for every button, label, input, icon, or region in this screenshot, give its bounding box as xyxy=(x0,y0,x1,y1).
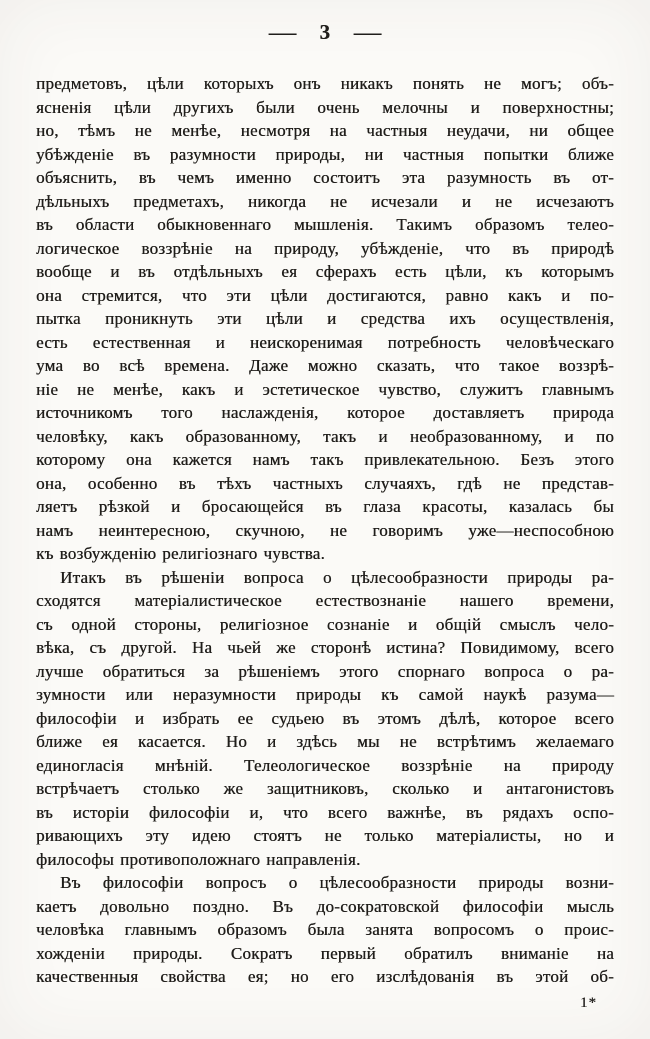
text-line: каетъ довольно поздно. Въ до-сократовской философіи мысль xyxy=(36,896,614,916)
text-line: убѣжденіе въ разумности природы, ни частныя попытки ближе xyxy=(36,144,614,164)
signature-mark: 1* xyxy=(580,995,597,1011)
text-line: ніе не менѣе, какъ и эстетическое чувство, служитъ главнымъ xyxy=(36,379,614,399)
page-text xyxy=(36,72,614,989)
text-line: логическое воззрѣніе на природу, убѣжденіе, что въ природѣ xyxy=(36,238,614,258)
text-line: есть естественная и неискоренимая потребность человѣческаго xyxy=(36,332,614,352)
text-line: качественныя свойства ея; но его изслѣдованія въ этой об- xyxy=(36,967,614,986)
text-line: сходятся матеріалистическое естествознаніе нашего времени, xyxy=(36,591,614,610)
text-line: ближе ея касается. Но и здѣсь мы не встрѣтимъ желаемаго xyxy=(36,732,614,751)
text-line: съ одной стороны, религіозное сознаніе и общій смыслъ чело- xyxy=(36,614,614,634)
text-line: она, особенно въ тѣхъ частныхъ случаяхъ, гдѣ не представ- xyxy=(36,473,614,493)
text-line: которому она кажется намъ такъ привлекательною. Безъ этого xyxy=(36,450,614,469)
text-line: Въ философіи вопросъ о цѣлесообразности природы возни- xyxy=(60,873,614,892)
text-line: единогласія мнѣній. Телеологическое воззрѣніе на природу xyxy=(36,755,614,775)
text-line: пытка проникнуть эти цѣли и средства ихъ осуществленія, xyxy=(36,309,614,328)
page-number: 3 xyxy=(319,20,331,44)
text-line: человѣку, какъ образованному, такъ и необразованному, и по xyxy=(36,426,614,446)
text-line: философы противоположнаго направленія. xyxy=(36,849,361,869)
text-line: встрѣчаетъ столько же защитниковъ, сколько и антагонистовъ xyxy=(36,779,614,798)
running-head xyxy=(0,20,650,45)
text-line: ривающихъ эту идею стоятъ не только матеріалисты, но и xyxy=(36,826,614,845)
text-line: дѣльныхъ предметахъ, никогда не исчезали и не исчезаютъ xyxy=(36,191,614,211)
text-line: ума во всѣ времена. Даже можно сказать, что такое воззрѣ- xyxy=(36,356,614,375)
text-line: зумности или неразумности природы къ самой наукѣ разума— xyxy=(36,685,614,704)
text-line: философіи и избрать ее судьею въ этомъ дѣлѣ, которое всего xyxy=(36,708,614,728)
header-dash-left: — xyxy=(268,20,297,44)
text-line: но, тѣмъ не менѣе, несмотря на частныя неудачи, ни общее xyxy=(36,121,614,140)
header-dash-right: — xyxy=(353,20,382,44)
text-line: предметовъ, цѣли которыхъ онъ никакъ понять не могъ; объ- xyxy=(36,74,614,93)
text-line: въ области обыкновеннаго мышленія. Такимъ образомъ телео- xyxy=(36,215,614,234)
text-line: объяснить, въ чемъ именно состоитъ эта разумность въ от- xyxy=(36,168,614,187)
text-line: вѣка, съ другой. На чьей же сторонѣ истина? Повидимому, всего xyxy=(36,638,614,657)
text-line: намъ неинтересною, скучною, не говоримъ уже—неспособною xyxy=(36,520,614,540)
text-line: лучше обратиться за рѣшеніемъ этого спорнаго вопроса о ра- xyxy=(36,661,614,681)
text-line: ясненія цѣли другихъ были очень мелочны и поверхностны; xyxy=(36,97,614,117)
text-line: хожденіи природы. Сократъ первый обратилъ вниманіе на xyxy=(36,943,614,963)
text-line: ляетъ рѣзкой и бросающейся въ глаза красоты, казалась бы xyxy=(36,497,614,516)
text-line: источникомъ того наслажденія, которое доставляетъ природа xyxy=(36,403,614,422)
text-line: Итакъ въ рѣшеніи вопроса о цѣлесообразности природы ра- xyxy=(60,567,614,587)
text-line: къ возбужденію религіознаго чувства. xyxy=(36,544,325,563)
text-line: вообще и въ отдѣльныхъ ея сферахъ есть цѣли, къ которымъ xyxy=(36,262,614,281)
text-line: она стремится, что эти цѣли достигаются, равно какъ и по- xyxy=(36,285,614,305)
text-line: человѣка главнымъ образомъ была занята вопросомъ о проис- xyxy=(36,920,614,939)
text-line: въ исторіи философіи и, что всего важнѣе, въ рядахъ оспо- xyxy=(36,802,614,822)
